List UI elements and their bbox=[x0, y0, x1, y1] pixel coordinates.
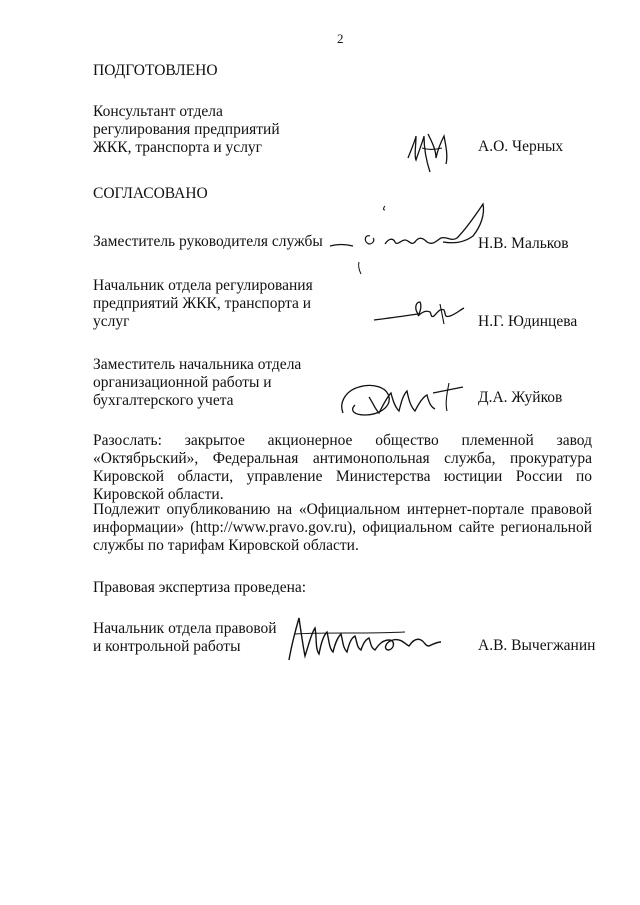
legal-review-statement: Правовая экспертиза проведена: bbox=[93, 579, 307, 596]
page-number: 2 bbox=[337, 31, 344, 46]
prepared-position: Консультант отдела регулирования предприятий ЖКК, транспорта и услуг bbox=[93, 103, 280, 156]
publication-paragraph: Подлежит опубликованию на «Официальном интернет-портале правовой информации» (http://www.pravo.gov.ru), официальном сайте региональной службы по тарифам Кировской области. bbox=[93, 501, 592, 554]
agreed-heading: СОГЛАСОВАНО bbox=[93, 185, 208, 202]
signature-chernykh bbox=[402, 128, 452, 176]
prepared-heading: ПОДГОТОВЛЕНО bbox=[93, 62, 218, 79]
agreed-signer-3-name: Д.А. Жуйков bbox=[478, 389, 563, 406]
signature-yudintseva bbox=[370, 298, 470, 330]
signature-zhuikov bbox=[335, 373, 475, 423]
distribution-paragraph: Разослать: закрытое акционерное общество племенной завод «Октябрьский», Федеральная антимонопольная служба, прокуратура Кировской области, управление Министерства юстиции России по Кировской области. bbox=[93, 432, 592, 503]
signature-malkov bbox=[325, 196, 495, 276]
agreed-signer-1-name: Н.В. Мальков bbox=[478, 235, 569, 252]
agreed-signer-3-position: Заместитель начальника отдела организационной работы и бухгалтерского учета bbox=[93, 356, 302, 409]
prepared-name: А.О. Черных bbox=[478, 138, 564, 155]
legal-review-position: Начальник отдела правовой и контрольной работы bbox=[93, 620, 277, 655]
agreed-signer-2-name: Н.Г. Юдинцева bbox=[478, 313, 578, 330]
signature-vychegzhanin bbox=[285, 612, 445, 666]
agreed-signer-2-position: Начальник отдела регулирования предприятий ЖКК, транспорта и услуг bbox=[93, 277, 313, 330]
agreed-signer-1-position: Заместитель руководителя службы bbox=[93, 233, 323, 250]
legal-review-name: А.В. Вычегжанин bbox=[478, 637, 596, 654]
